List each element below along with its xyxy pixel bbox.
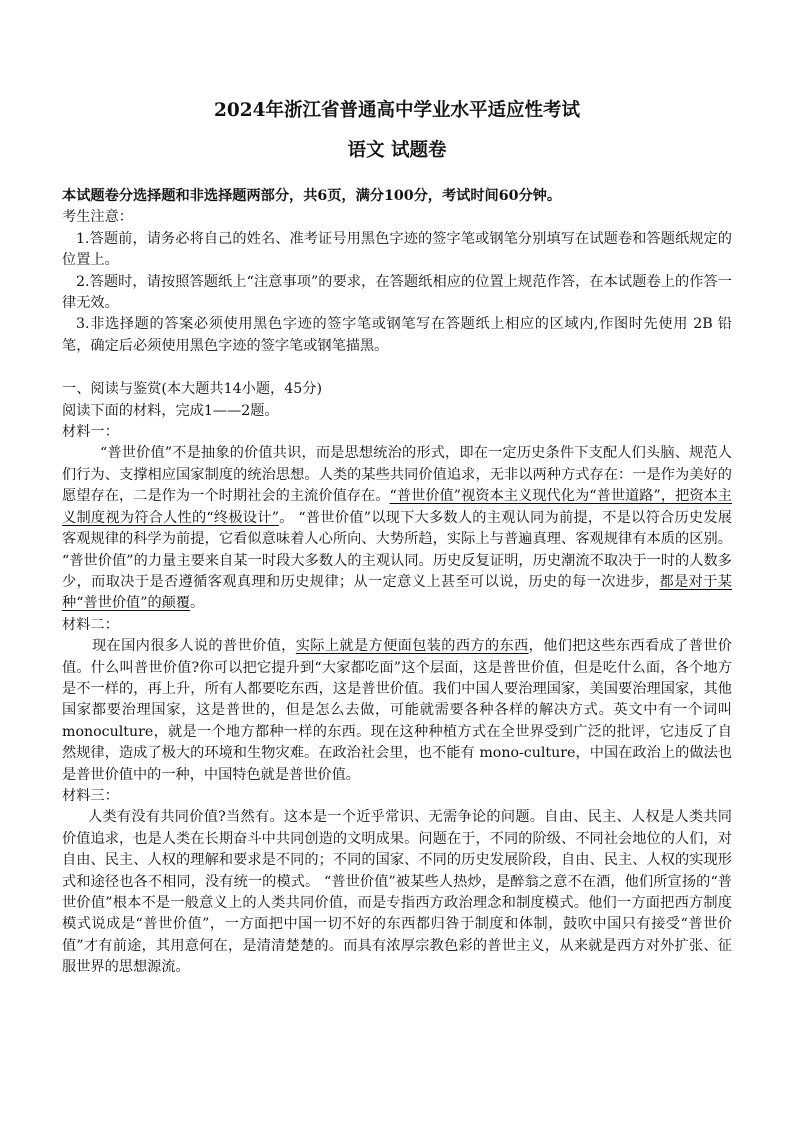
section-heading: 一、阅读与鉴赏(本大题共14小题，45分) — [62, 381, 322, 398]
exam-summary: 本试题卷分选择题和非选择题两部分，共6页，满分100分，考试时间60分钟。 — [62, 188, 562, 204]
material-2-part-a: 现在国内很多人说的普世价值， — [92, 638, 296, 655]
material-3-label: 材料三： — [62, 787, 119, 804]
material-1-label: 材料一： — [62, 424, 119, 441]
page-title: 2024年浙江省普通高中学业水平适应性考试 — [214, 100, 580, 121]
material-1-text — [62, 443, 732, 614]
notice-item: 2.答题时，请按照答题纸上“注意事项”的要求，在答题纸相应的位置上规范作答，在本试题卷上的作答一律无效。 — [62, 273, 732, 312]
material-1-part-a: “普世价值”不是抽象的价值共识，而是思想统治的形式，即在一定历史条件下支配人们头脑、规范人们行为、支撑相应国家制度的统治思想。人类的某些共同价值追求，无非以两种方式存在：一是作为美好的愿望存在，二是作为一个时期社会的主流价值存在。 — [62, 445, 732, 505]
material-2-underline-1: 实际上就是方便面包装的西方的东西 — [295, 638, 529, 655]
section-instruction: 阅读下面的材料，完成1——2题。 — [62, 402, 279, 419]
spacer — [62, 357, 732, 379]
material-3-text: 人类有没有共同价值?当然有。这本是一个近乎常识、无需争论的问题。自由、民主、人权是人类共同价值追求，也是人类在长期奋斗中共同创造的文明成果。问题在于，不同的阶级、不同社会地位的人们，对自由、民主、人权的理解和要求是不同的；不同的国家、不同的历史发展阶段，自由、民主、人权的实现形式和途径也各不相同，没有统一的模式。 “普世价值”被某些人热炒，是醉翁之意不在酒，他们所宣扬的“普世价值”根本不是一般意义上的人类共同价值，而是专指西方政治理念和制度模式。他们一方面把西方制度模式说成是“普世价值”，一方面把中国一切不好的东西都归咎于制度和体制，鼓吹中国只有接受“普世价值”才有前途，其用意何在，是清清楚楚的。而具有浓厚宗教色彩的普世主义，从来就是西方对外扩张、征服世界的思想源流。 — [62, 809, 732, 976]
material-1-part-b: 。 “普世价值”以现下大多数人的主观认同为前提，不是以符合历史发展客观规律的科学为前提，它看似意味着人心所向、大势所趋，实际上与普遍真理、客观规律有本质的区别。 “普世价值”的力量主要来自某一时段大多数人的主观认同。历史反复证明，历史潮流不取决于一时的人数多少，而取决于是否遵循客观真理和历史规律；从一定意义上甚至可以说，历史的每一次进步， — [62, 509, 732, 590]
material-1-part-c: 。 — [190, 595, 205, 612]
material-1-underline-2: 都是对于某种“普世价值”的颠覆 — [62, 573, 732, 612]
material-1-underline-1: “普世价值”视资本主义现代化为“普世道路”，把资本主义制度视为符合人性的“终极设计” — [62, 488, 732, 526]
material-2-label: 材料二： — [62, 616, 119, 633]
material-2-text — [62, 636, 732, 786]
notice-item: 3.非选择题的答案必须使用黑色字迹的签字笔或钢笔写在答题纸上相应的区域内,作图时先使用 2B 铅笔，确定后必须使用黑色字迹的签字笔或钢笔描黑。 — [62, 316, 732, 354]
exam-page — [62, 92, 732, 979]
page-subtitle: 语文 试题卷 — [347, 140, 447, 161]
notice-item: 1.答题前，请务必将自己的姓名、准考证号用黑色字迹的签字笔或钢笔分别填写在试题卷和答题纸规定的位置上。 — [62, 230, 732, 269]
material-2-part-b: ，他们把这些东西看成了普世价值。什么叫普世价值?你可以把它提升到“大家都吃面”这个层面，这是普世价值，但是吃什么面，各个地方是不一样的，再上升，所有人都要吃东西，这是普世价值。我们中国人要治理国家，美国要治理国家，其他国家都要治理国家，这是普世的，但是怎么去做，可能就需要各种各样的解决方式。英文中有一个词叫 monoculture，就是一个地方都种一样的东西。现在这种种植方式在全世界受到广泛的批评，它违反了自然规律，造成了极大的环境和生物灾难。在政治社会里，也不能有 mono-culture，中国在政治上的做法也是普世价值中的一种，中国特色就是普世价值。 — [62, 638, 732, 783]
notice-label: 考生注意： — [62, 209, 133, 226]
